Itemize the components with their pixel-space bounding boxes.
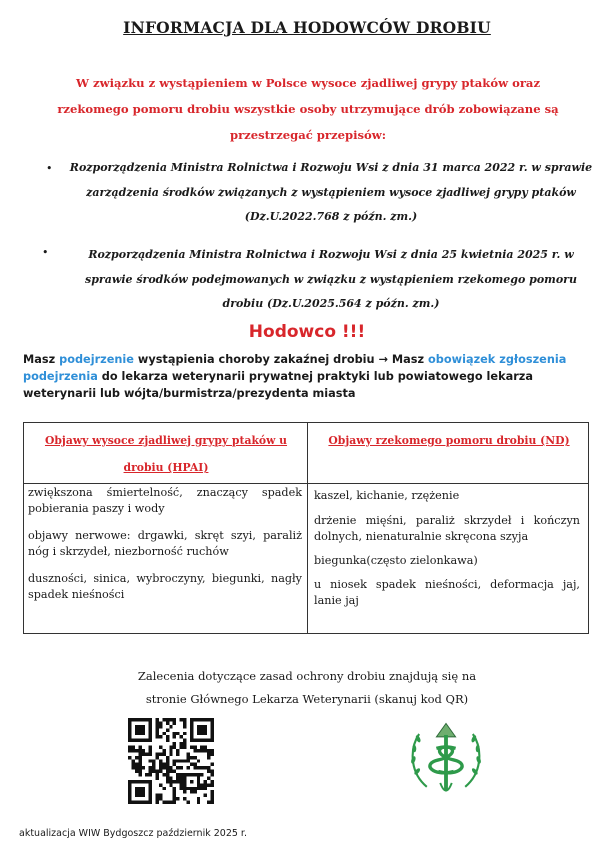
veterinary-emblem-icon [398,710,494,806]
regulation-2: Rozporządzenia Ministra Rolnictwa i Rozwoju Wsi z dnia 25 kwietnia 2025 r. w sprawie środków podejmowanych w związku z wystąpieniem rzekomego pomoru drobiu (Dz.U.2025.564 z późn. zm.) [85,248,577,310]
header-nd: Objawy rzekomego pomoru drobiu (ND) [328,434,570,447]
symptom-item: drżenie mięśni, paraliż skrzydeł i kończyn dolnych, nienaturalnie skręcona szyja [314,514,580,543]
nd-symptoms [314,488,580,609]
table-divider-horizontal [24,483,588,484]
symptom-item: u niosek spadek nieśności, deformacja jaj, lanie jaj [314,578,580,607]
notice-suspicion: podejrzenie [59,353,134,366]
page-title: INFORMACJA DLA HODOWCÓW DROBIU [123,18,491,37]
symptom-item: objawy nerwowe: drgawki, skręt szyi, paraliż nóg i skrzydeł, niezborność ruchów [28,529,302,558]
regulation-1: Rozporządzenia Ministra Rolnictwa i Rozwoju Wsi z dnia 31 marca 2022 r. w sprawie zarządzenia środków związanych z wystąpieniem wysoce zjadliwej grypy ptaków (Dz.U.2022.768 z późn. zm.) [69,161,593,223]
symptom-item: kaszel, kichanie, rzężenie [314,489,460,502]
recommendation-line: Zalecenia dotyczące zasad ochrony drobiu znajdują się na stronie Głównego Lekarza Weterynarii (skanuj kod QR) [137,669,477,706]
notice-obligation: obowiązek zgłoszenia podejrzenia [23,353,567,383]
footer-update: aktualizacja WIW Bydgoszcz październik 2025 r. [19,828,247,839]
table-divider-vertical [307,423,308,633]
notice-part: wystąpienia choroby zakaźnej drobiu → Masz [133,353,429,366]
symptoms-table [23,422,589,634]
hpai-symptoms [28,485,302,603]
bullet-1: • [46,162,53,175]
notice-paragraph [23,351,603,402]
symptom-item: biegunka(często zielonkawa) [314,554,478,567]
header-hpai: Objawy wysoce zjadliwej grypy ptaków u drobiu (HPAI) [44,434,288,474]
hodowco-heading: Hodowco !!! [248,322,366,342]
intro-text: W związku z wystąpieniem w Polsce wysoce zjadliwej grypy ptaków oraz rzekomego pomoru drobiu wszystkie osoby utrzymujące drób zobowiązane są przestrzegać przepisów: [57,76,559,142]
qr-code-icon[interactable] [128,718,214,804]
notice-part: Masz [23,353,60,366]
recommendation-text [0,665,614,711]
symptom-item: duszności, sinica, wybroczyny, biegunki, nagły spadek nieśności [28,572,302,601]
notice-part: do lekarza weterynarii prywatnej praktyki lub powiatowego lekarza weterynarii lub wójta/burmistrza/prezydenta miasta [23,370,533,400]
symptom-item: zwiększona śmiertelność, znaczący spadek pobierania paszy i wody [28,486,302,515]
bullet-2: • [42,246,49,259]
